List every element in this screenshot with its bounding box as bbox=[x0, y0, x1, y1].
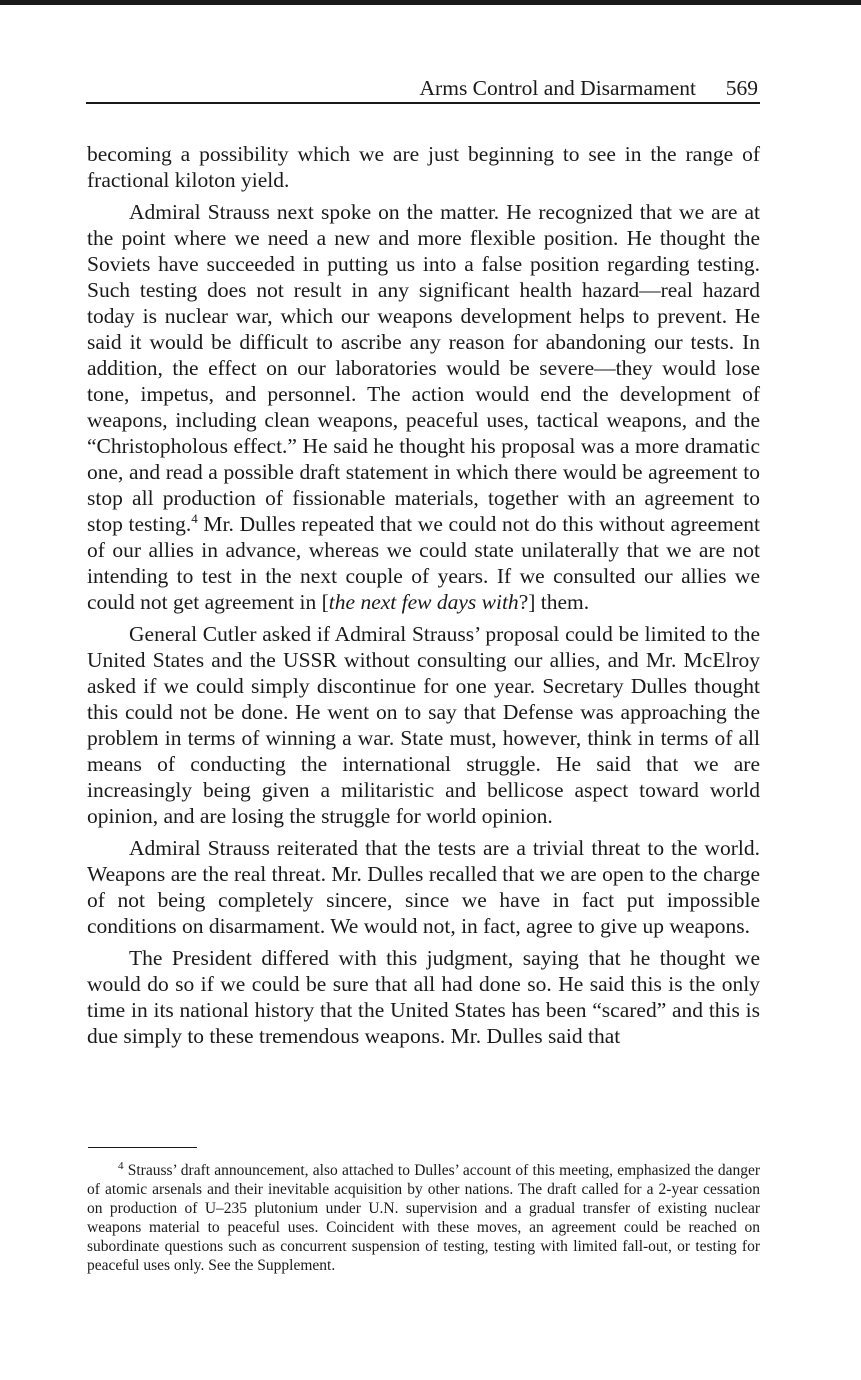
paragraph-2 bbox=[87, 199, 760, 615]
paragraph-4: Admiral Strauss reiterated that the tests are a trivial threat to the world. Weapons are the real threat. Mr. Dulles recalled that we are open to the charge of not being completely sincere, since we have in fact put impossible conditions on disarmament. We would not, in fact, agree to give up weapons. bbox=[87, 836, 760, 938]
footnote-reference: 4 bbox=[191, 510, 198, 526]
paragraph-2-part-c: ?] them. bbox=[518, 590, 590, 614]
running-head bbox=[86, 74, 760, 104]
paragraph-1: becoming a possibility which we are just beginning to see in the range of fractional kiloton yield. bbox=[87, 142, 760, 192]
page-number: 569 bbox=[725, 76, 758, 100]
footnote-divider bbox=[88, 1147, 197, 1148]
paragraph-2-part-a: Admiral Strauss next spoke on the matter. He recognized that we are at the point where we need a new and more flexible position. He thought the Soviets have succeeded in putting us into a false position regarding testing. Such testing does not result in any significant health hazard—real hazard today is nuclear war, which our weapons development helps to prevent. He said it would be difficult to ascribe any reason for abandoning our tests. In addition, the effect on our laboratories would be severe—they would lose tone, impetus, and personnel. The action would end the development of weapons, including clean weapons, peaceful uses, tactical weapons, and the “Christopholous effect.” He said he thought his proposal was a more dramatic one, and read a possible draft statement in which there would be agreement to stop all production of fissionable materials, together with an agreement to stop testing. bbox=[87, 200, 760, 536]
body-text bbox=[87, 141, 760, 1055]
footnote-number: 4 bbox=[118, 1159, 124, 1172]
running-head-title: Arms Control and Disarmament bbox=[419, 76, 696, 100]
footnote bbox=[87, 1161, 760, 1275]
footnote-text: Strauss’ draft announcement, also attached to Dulles’ account of this meeting, emphasized the danger of atomic arsenals and their inevitable acquisition by other nations. The draft called for a 2-year cessation on production of U–235 plutonium under U.N. supervision and a gradual transfer of existing nuclear weapons material to peaceful uses. Coincident with these moves, an agreement could be reached on subordinate questions such as concurrent suspension of testing, testing with limited fall-out, or testing for peaceful uses only. See the Supplement. bbox=[87, 1162, 760, 1274]
page-top-edge bbox=[0, 0, 861, 5]
paragraph-2-italic: the next few days with bbox=[328, 590, 519, 614]
paragraph-3: General Cutler asked if Admiral Strauss’ proposal could be limited to the United States and the USSR without consulting our allies, and Mr. McElroy asked if we could simply discontinue for one year. Secretary Dulles thought this could not be done. He went on to say that Defense was approaching the problem in terms of winning a war. State must, however, think in terms of all means of conducting the international struggle. He said that we are increasingly being given a militaristic and bellicose aspect toward world opinion, and are losing the struggle for world opinion. bbox=[87, 622, 760, 828]
paragraph-2-part-b: Mr. Dulles repeated that we could not do this without agreement of our allies in advance, whereas we could state unilaterally that we are not intending to test in the next couple of years. If we consulted our allies we could not get agreement in [ bbox=[87, 512, 760, 614]
paragraph-5: The President differed with this judgment, saying that he thought we would do so if we could be sure that all had done so. He said this is the only time in its national history that the United States has been “scared” and this is due simply to these tremendous weapons. Mr. Dulles said that bbox=[87, 946, 760, 1048]
